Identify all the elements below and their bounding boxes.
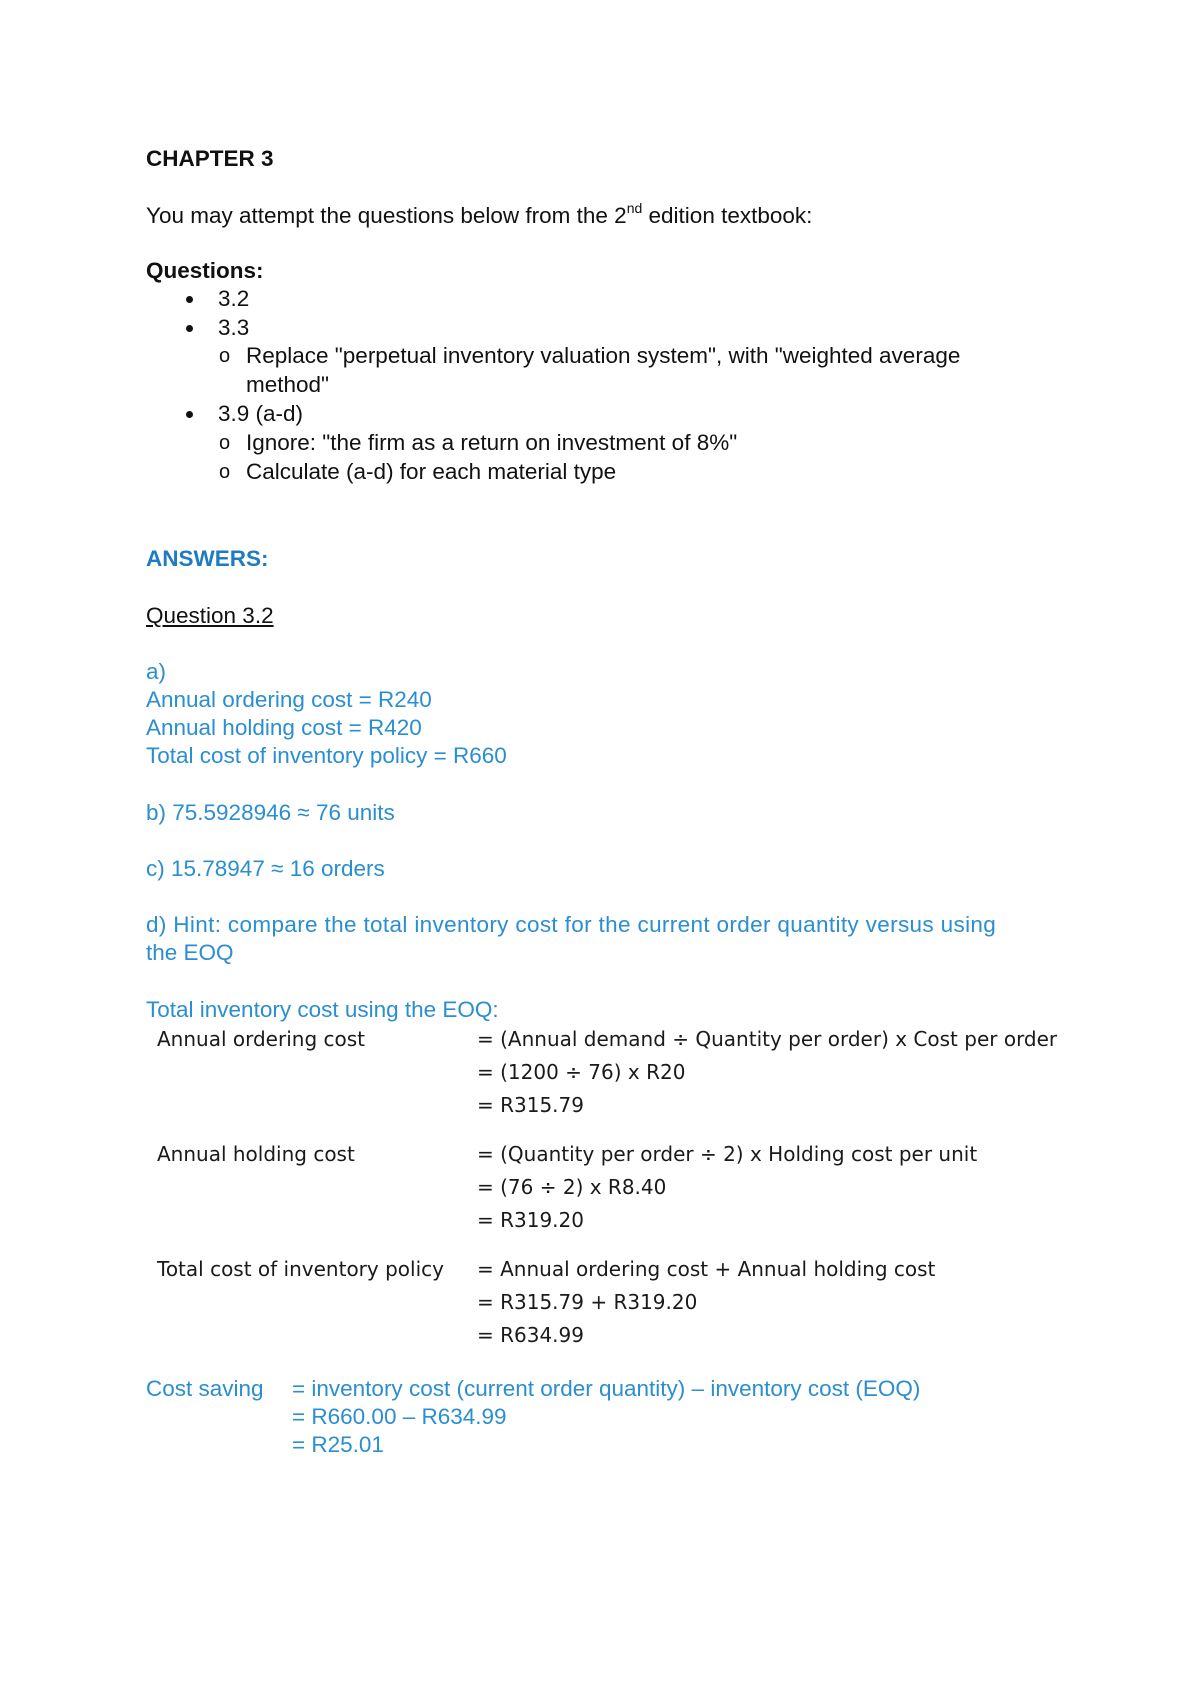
- question-sub-item: Ignore: "the firm as a return on investment of 8%": [246, 430, 738, 455]
- intro-before: You may attempt the questions below from the 2: [146, 203, 627, 228]
- question-item: 3.3: [218, 315, 250, 340]
- bullet-icon: [186, 325, 193, 332]
- question-32-title: Question 3.2: [146, 603, 274, 628]
- eoq-row-label: Total cost of inventory policy: [157, 1257, 444, 1281]
- cost-saving-line: = R660.00 – R634.99: [292, 1404, 507, 1429]
- sub-bullet-icon: o: [219, 432, 231, 454]
- answer-c: c) 15.78947 ≈ 16 orders: [146, 856, 385, 881]
- sub-bullet-icon: o: [219, 345, 231, 367]
- sub-bullet-icon: o: [219, 461, 231, 483]
- question-item: 3.9 (a-d): [218, 401, 304, 426]
- eoq-row-line: = R634.99: [477, 1323, 584, 1347]
- intro-superscript: nd: [626, 199, 643, 216]
- cost-saving-line: = inventory cost (current order quantity) – inventory cost (EOQ): [292, 1376, 921, 1401]
- answer-d-line1: d) Hint: compare the total inventory cost for the current order quantity versus using: [146, 912, 997, 937]
- cost-saving-line: = R25.01: [292, 1432, 384, 1457]
- question-item: 3.2: [218, 286, 250, 311]
- cost-saving-label: Cost saving: [146, 1376, 264, 1401]
- answer-a-label: a): [146, 659, 167, 684]
- eoq-row-line: = R315.79: [477, 1093, 584, 1117]
- eoq-row-line: = Annual ordering cost + Annual holding cost: [477, 1257, 936, 1281]
- question-sub-item-continued: method": [246, 372, 330, 397]
- intro-after: edition textbook:: [642, 203, 813, 228]
- chapter-title: CHAPTER 3: [146, 146, 274, 171]
- eoq-row-line: = R315.79 + R319.20: [477, 1290, 698, 1314]
- answer-a-line: Annual ordering cost = R240: [146, 687, 432, 712]
- answer-a-line: Annual holding cost = R420: [146, 715, 422, 740]
- eoq-row-line: = (1200 ÷ 76) x R20: [477, 1060, 686, 1084]
- eoq-row-line: = (Quantity per order ÷ 2) x Holding cost per unit: [477, 1142, 978, 1166]
- eoq-row-label: Annual ordering cost: [157, 1027, 365, 1051]
- bullet-icon: [186, 296, 193, 303]
- answer-d-line2: the EOQ: [146, 940, 234, 965]
- eoq-intro: Total inventory cost using the EOQ:: [146, 997, 499, 1022]
- intro-text: [146, 199, 813, 230]
- eoq-row-line: = (Annual demand ÷ Quantity per order) x Cost per order: [477, 1027, 1058, 1051]
- bullet-icon: [186, 411, 193, 418]
- eoq-row-label: Annual holding cost: [157, 1142, 355, 1166]
- answer-b: b) 75.5928946 ≈ 76 units: [146, 800, 395, 825]
- answers-heading: ANSWERS:: [146, 546, 269, 571]
- question-sub-item: Replace "perpetual inventory valuation system", with "weighted average: [246, 343, 961, 368]
- question-sub-item: Calculate (a-d) for each material type: [246, 459, 617, 484]
- eoq-row-line: = R319.20: [477, 1208, 584, 1232]
- eoq-row-line: = (76 ÷ 2) x R8.40: [477, 1175, 667, 1199]
- questions-heading: Questions:: [146, 258, 264, 283]
- answer-a-line: Total cost of inventory policy = R660: [146, 743, 507, 768]
